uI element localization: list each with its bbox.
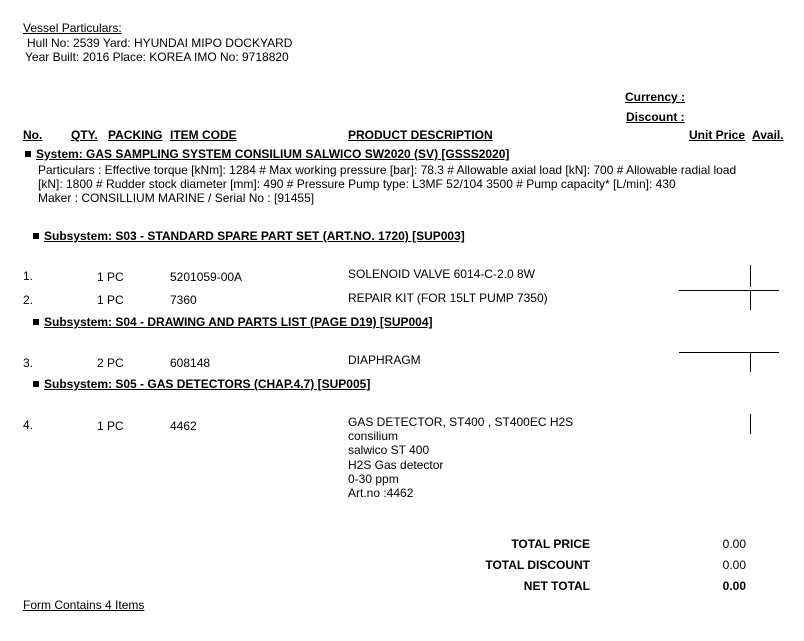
bullet-square-icon <box>33 381 39 387</box>
system-maker-line: Maker : CONSILLIUM MARINE / Serial No : [91455] <box>38 191 315 205</box>
subsystem-title: Subsystem: S05 - GAS DETECTORS (CHAP.4.7) [SUP005] <box>33 377 370 391</box>
price-cell-divider <box>750 265 751 287</box>
system-particulars-line1: Particulars : Effective torque [kNm]: 1284 # Max working pressure [bar]: 78.3 # Allowable axial load [kN]: 700 # Allowable radial load <box>38 163 737 177</box>
item-description-line: consilium <box>348 429 399 443</box>
total-price-value: 0.00 <box>722 537 746 551</box>
col-header-qty: QTY. <box>71 128 98 142</box>
item-no: 2. <box>23 293 34 307</box>
total-discount-value: 0.00 <box>722 558 746 572</box>
item-qty: 1 PC <box>97 293 124 307</box>
col-header-no: No. <box>23 128 43 142</box>
currency-label: Currency : <box>625 90 686 104</box>
item-no: 1. <box>23 269 34 283</box>
col-header-product-description: PRODUCT DESCRIPTION <box>348 128 493 142</box>
col-header-item-code: ITEM CODE <box>170 128 237 142</box>
net-total-label: NET TOTAL <box>523 579 590 593</box>
price-cell-divider <box>750 352 751 372</box>
item-description: GAS DETECTOR, ST400 , ST400EC H2S <box>348 415 574 429</box>
vessel-particulars-heading: Vessel Particulars: <box>23 21 122 35</box>
year-built-line: Year Built: 2016 Place: KOREA IMO No: 9718820 <box>25 50 289 64</box>
item-description-line: H2S Gas detector <box>348 458 444 472</box>
net-total-value: 0.00 <box>722 579 746 593</box>
item-qty: 2 PC <box>97 356 124 370</box>
col-header-unit-price: Unit Price <box>689 128 746 142</box>
item-code: 608148 <box>170 356 211 370</box>
item-description: REPAIR KIT (FOR 15LT PUMP 7350) <box>348 291 548 305</box>
item-code: 7360 <box>170 293 197 307</box>
total-discount-label: TOTAL DISCOUNT <box>485 558 590 572</box>
price-cell-rule <box>679 352 779 353</box>
item-description: DIAPHRAGM <box>348 353 421 367</box>
price-cell-divider <box>750 414 751 434</box>
system-particulars-line2: [kN]: 1800 # Rudder stock diameter [mm]: 490 # Pressure Pump type: L3MF 52/104 3500 # Pump capacity* [L/min]: 430 <box>38 177 676 191</box>
item-code: 5201059-00A <box>170 270 243 284</box>
price-cell-rule <box>679 290 779 291</box>
item-no: 3. <box>23 356 34 370</box>
system-title: System: GAS SAMPLING SYSTEM CONSILIUM SALWICO SW2020 (SV) [GSSS2020] <box>25 147 509 161</box>
discount-label: Discount : <box>626 110 685 124</box>
bullet-square-icon <box>25 151 31 157</box>
item-qty: 1 PC <box>97 419 124 433</box>
item-qty: 1 PC <box>97 270 124 284</box>
form-items-count: Form Contains 4 Items <box>23 598 145 612</box>
item-description-line: Art.no :4462 <box>348 486 414 500</box>
item-description-line: salwico ST 400 <box>348 443 430 457</box>
item-description: SOLENOID VALVE 6014-C-2.0 8W <box>348 267 535 281</box>
col-header-packing: PACKING <box>108 128 163 142</box>
item-code: 4462 <box>170 419 197 433</box>
col-header-avail: Avail. <box>752 128 784 142</box>
subsystem-title: Subsystem: S04 - DRAWING AND PARTS LIST (PAGE D19) [SUP004] <box>33 315 433 329</box>
subsystem-title: Subsystem: S03 - STANDARD SPARE PART SET (ART.NO. 1720) [SUP003] <box>33 229 465 243</box>
price-cell-divider <box>750 290 751 310</box>
item-no: 4. <box>23 418 34 432</box>
item-description-line: 0-30 ppm <box>348 472 399 486</box>
total-price-label: TOTAL PRICE <box>511 537 590 551</box>
bullet-square-icon <box>33 233 39 239</box>
bullet-square-icon <box>33 319 39 325</box>
hull-line: Hull No: 2539 Yard: HYUNDAI MIPO DOCKYARD <box>27 36 293 50</box>
